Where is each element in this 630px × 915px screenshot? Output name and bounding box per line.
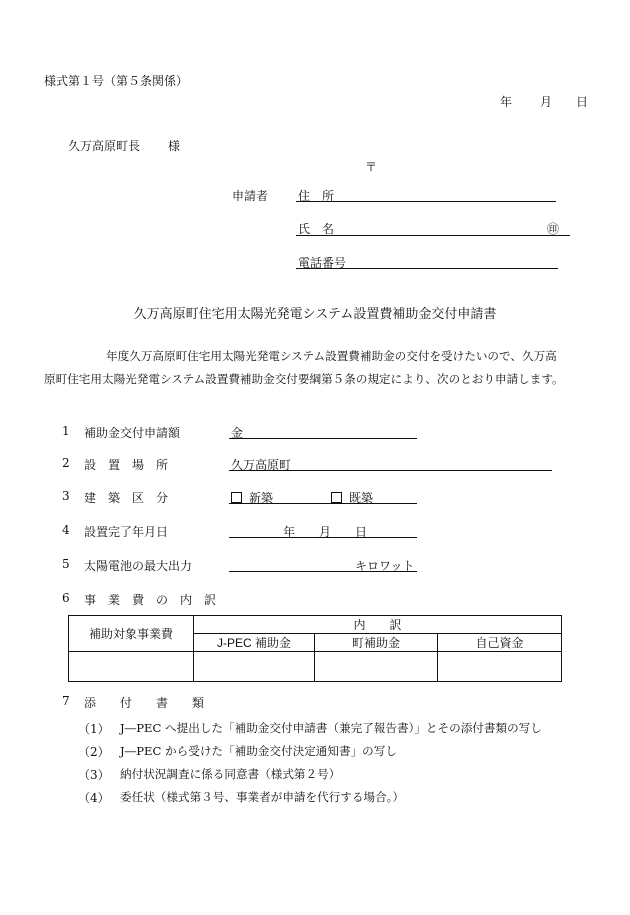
date-month-label: 月 (540, 95, 553, 109)
attachment-2-number: （2） (78, 745, 110, 759)
subsidy-amount-line[interactable] (229, 438, 417, 439)
address-label: 住 所 (298, 189, 335, 203)
item-7-label: 添 付 書 類 (84, 696, 205, 710)
header-town-subsidy: 町補助金 (315, 634, 438, 652)
postal-mark: 〒 (365, 160, 378, 174)
cell-jpec-subsidy[interactable] (194, 652, 315, 682)
phone-label: 電話番号 (298, 256, 347, 270)
name-line[interactable] (296, 235, 570, 236)
item-3-label: 建 築 区 分 (84, 491, 169, 505)
attachment-1-text: J―PEC へ提出した「補助金交付申請書（兼完了報告書）」とその添付書類の写し (120, 721, 542, 735)
output-unit: キロワット (355, 559, 415, 573)
attachment-3-text: 納付状況調査に係る同意書（様式第２号） (120, 767, 341, 781)
attachment-4-text: 委任状（様式第３号、事業者が申請を代行する場合。） (120, 790, 405, 804)
item-2-number: 2 (62, 456, 70, 470)
name-label: 氏 名 (298, 222, 335, 236)
document-title: 久万高原町住宅用太陽光発電システム設置費補助金交付申請書 (133, 307, 497, 322)
form-number: 様式第１号（第５条関係） (44, 74, 189, 88)
body-line-1: 年度久万高原町住宅用太陽光発電システム設置費補助金の交付を受けたいので、久万高 (106, 349, 557, 363)
phone-line[interactable] (296, 268, 558, 269)
header-own-funds: 自己資金 (438, 634, 562, 652)
completion-day-label: 日 (355, 525, 368, 539)
max-output-line[interactable] (229, 571, 417, 572)
applicant-label: 申請者 (232, 189, 269, 203)
checkbox-existing-box[interactable] (331, 492, 342, 503)
header-breakdown: 内 訳 (194, 616, 562, 634)
completion-year-label: 年 (283, 525, 296, 539)
attachment-2-text: J―PEC から受けた「補助金交付決定通知書」の写し (120, 744, 397, 758)
item-5-label: 太陽電池の最大出力 (84, 559, 193, 573)
cell-subsidized-cost[interactable] (69, 652, 194, 682)
header-subsidized-cost: 補助対象事業費 (69, 616, 194, 652)
item-1-number: 1 (62, 424, 70, 438)
item-6-number: 6 (62, 591, 70, 605)
address-line[interactable] (296, 201, 556, 202)
item-1-prefix: 金 (231, 426, 244, 440)
item-5-number: 5 (62, 557, 70, 571)
body-line-2: 原町住宅用太陽光発電システム設置費補助金交付要綱第５条の規定により、次のとおり申請します。 (44, 372, 564, 386)
cell-town-subsidy[interactable] (315, 652, 438, 682)
addressee: 久万高原町長 (68, 139, 141, 153)
item-1-label: 補助金交付申請額 (84, 426, 181, 440)
item-6-label: 事 業 費 の 内 訳 (84, 593, 217, 607)
cell-own-funds[interactable] (438, 652, 562, 682)
header-jpec-subsidy: J-PEC 補助金 (194, 634, 315, 652)
building-type-line (229, 503, 417, 504)
cost-breakdown-table (68, 615, 562, 682)
item-2-label: 設 置 場 所 (84, 458, 169, 472)
attachment-1-number: （1） (78, 722, 110, 736)
date-year-label: 年 (500, 95, 513, 109)
date-day-label: 日 (576, 95, 589, 109)
item-7-number: 7 (62, 694, 70, 708)
item-4-number: 4 (62, 523, 70, 537)
item-3-number: 3 (62, 489, 70, 503)
attachment-4-number: （4） (78, 791, 110, 805)
attachment-3-number: （3） (78, 768, 110, 782)
item-2-value: 久万高原町 (231, 458, 292, 472)
checkbox-existing-label: 既築 (349, 491, 374, 505)
item-4-label: 設置完了年月日 (84, 525, 169, 539)
honorific: 様 (168, 139, 181, 153)
checkbox-new-box[interactable] (231, 492, 242, 503)
completion-month-label: 月 (319, 525, 332, 539)
checkbox-new-label: 新築 (249, 491, 274, 505)
location-line[interactable] (229, 470, 552, 471)
completion-date-line[interactable] (229, 537, 417, 538)
seal-mark: ㊞ (547, 222, 560, 236)
